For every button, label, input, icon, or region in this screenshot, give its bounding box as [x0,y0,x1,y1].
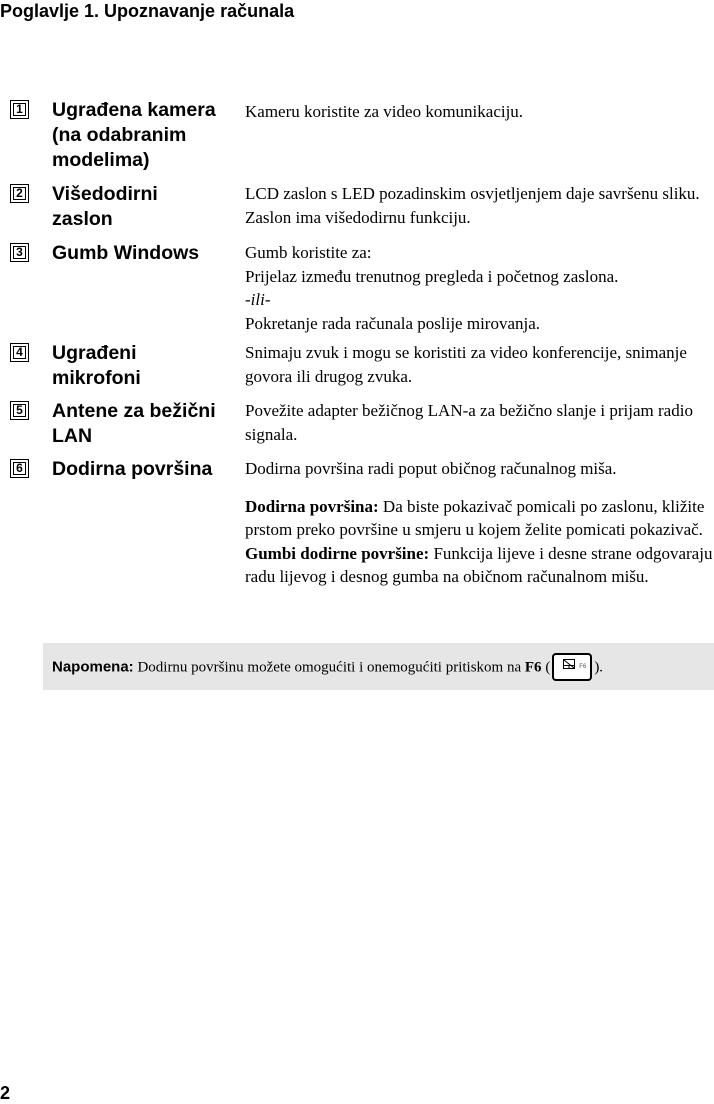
callout-number-badge: 3 [10,243,29,262]
item-description: LCD zaslon s LED pozadinskim osvjetljenjem daje savršenu sliku. Zaslon ima višedodirnu funkciju. [245,184,700,227]
item-description: Gumb koristite za: Prijelaz između trenutnog pregleda i početnog zaslona. -ili- Pokretanje rada računala poslije mirovanja. [245,243,619,333]
detail-paragraph: Dodirna površina: Da biste pokazivač pomicali po zaslonu, kližite prstom preko površine u smjeru u kojem želite pomicati pokazivač. [245,496,705,539]
f6-key [552,653,592,681]
item-description: Snimaju zvuk i mogu se koristiti za video konferencije, snimanje govora ili drugog zvuka. [245,343,687,386]
note-key-name: F6 [524,659,542,676]
page-title: Poglavlje 1. Upoznavanje računala [0,1,295,21]
item-description: Povežite adapter bežičnog LAN-a za bežično slanje i prijam radio signala. [245,401,693,444]
item-description: Kameru koristite za video komunikaciju. [245,102,524,121]
note-text: Dodirnu površinu možete omogućiti i onemogućiti pritiskom na [133,659,525,676]
callout-number-badge: 5 [10,401,29,420]
page-number: 2 [0,1083,11,1103]
touchpad-disabled-icon [563,659,575,669]
item-label: Ugrađeni mikrofoni [52,342,141,389]
item-description: Dodirna površina radi poput običnog računalnog miša. Dodirna površina: Da biste pokazivač pomicali po zaslonu, kližite prstom preko površine u smjeru u kojem želite pomicati pokazivač. Gumbi dodirne površine: Funkcija lijeve i desne strane odgovaraju radu lijevog i desnog gumba na običnom računalnom mišu. [245,457,714,589]
callout-number-badge: 6 [10,459,29,478]
detail-paragraph: Gumbi dodirne površine: Funkcija lijeve i desne strane odgovaraju radu lijevog i desnog gumba na običnom računalnom mišu. [245,543,713,586]
item-label: Gumb Windows [52,242,200,264]
callout-number-badge: 2 [10,184,29,203]
item-label: Ugrađena kamera (na odabranim modelima) [52,99,216,171]
item-label: Višedodirni zaslon [52,183,158,230]
callout-number-badge: 4 [10,343,29,362]
key-cap-label: F6 [579,664,587,670]
note-box: Napomena: Dodirnu površinu možete omogućiti i onemogućiti pritiskom na F6 ( F6 ). [43,643,714,690]
note-label: Napomena: [52,658,134,676]
item-label: Dodirna površina [52,458,213,480]
callout-number-badge: 1 [10,100,29,119]
item-label: Antene za bežični LAN [52,400,216,447]
